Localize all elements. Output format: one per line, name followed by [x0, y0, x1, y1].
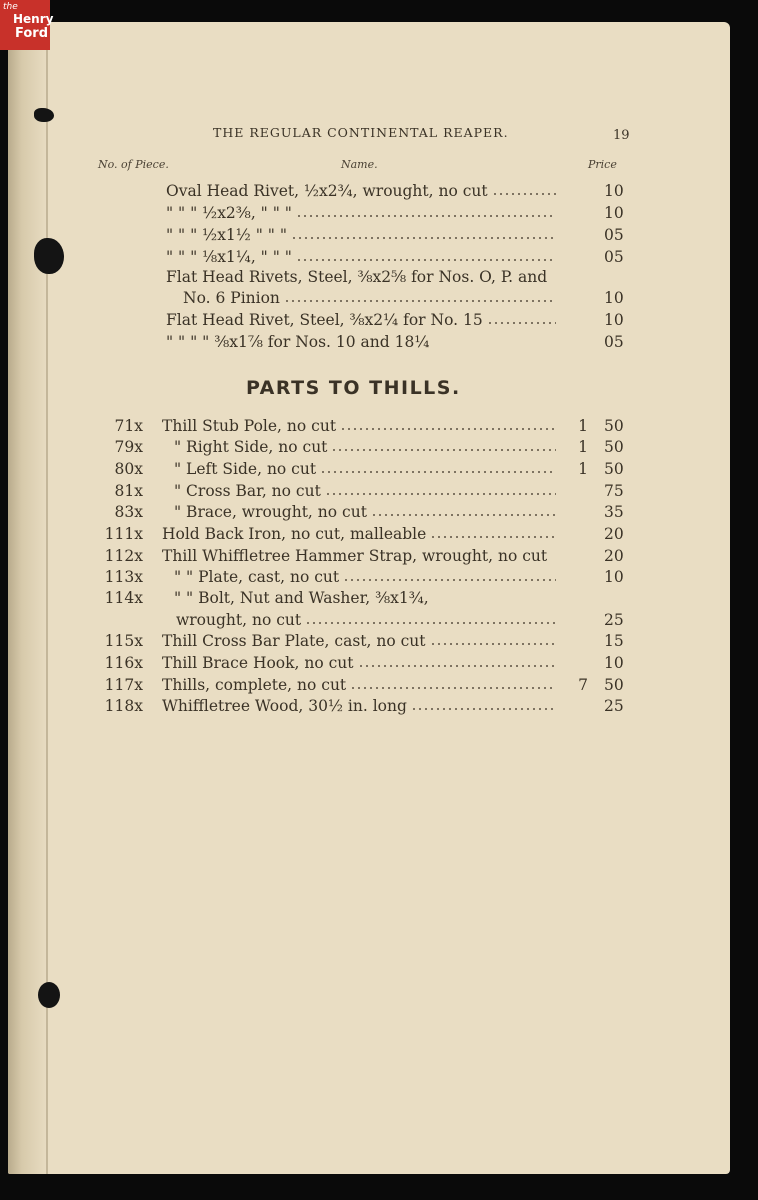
piece-number: 80x	[114, 460, 143, 478]
list-item	[98, 697, 728, 717]
list-item	[98, 289, 728, 309]
price-cents: 05	[604, 226, 624, 244]
piece-number: 79x	[114, 438, 143, 456]
list-item	[98, 438, 728, 458]
piece-number: 83x	[114, 503, 143, 521]
list-item	[98, 482, 728, 502]
piece-number: 118x	[104, 697, 143, 715]
price-cents: 10	[604, 182, 624, 200]
part-name: Oval Head Rivet, ½x2¾, wrought, no cut	[166, 182, 488, 200]
part-name: Whiffletree Wood, 30½ in. long	[162, 697, 407, 715]
part-name: " " " ½x2⅜, " " "	[166, 204, 292, 222]
price-cents: 05	[604, 248, 624, 266]
price-cents: 50	[604, 438, 624, 456]
part-name: " Left Side, no cut	[174, 460, 317, 478]
leader-dots	[492, 193, 556, 195]
piece-number: 115x	[104, 632, 143, 650]
column-header-price: Price	[588, 158, 617, 171]
piece-number: 113x	[104, 568, 143, 586]
list-item	[98, 333, 728, 353]
price-cents: 20	[604, 547, 624, 565]
list-item	[98, 525, 728, 545]
price-cents: 50	[604, 460, 624, 478]
leader-dots	[430, 643, 556, 645]
list-item	[98, 503, 728, 523]
piece-number: 116x	[104, 654, 143, 672]
price-cents: 35	[604, 503, 624, 521]
running-head: THE REGULAR CONTINENTAL REAPER.	[213, 125, 509, 140]
part-name: Flat Head Rivets, Steel, ⅜x2⅝ for Nos. O, P. and	[166, 268, 548, 286]
leader-dots	[284, 300, 556, 302]
binding-hole	[38, 982, 60, 1008]
list-item	[98, 204, 728, 224]
part-name: Thill Whiffletree Hammer Strap, wrought, no cut	[162, 547, 548, 565]
list-item	[98, 311, 728, 331]
part-name: " " Plate, cast, no cut	[174, 568, 340, 586]
leader-dots	[358, 665, 556, 667]
price-cents: 50	[604, 676, 624, 694]
price-dollars: 7	[578, 676, 588, 694]
book-page	[8, 22, 730, 1174]
price-cents: 10	[604, 204, 624, 222]
price-cents: 20	[604, 525, 624, 543]
part-name: Thill Stub Pole, no cut	[162, 417, 337, 435]
leader-dots	[320, 471, 556, 473]
leader-dots	[430, 536, 556, 538]
list-item	[98, 654, 728, 674]
price-dollars: 1	[578, 417, 588, 435]
binding-hole	[34, 238, 64, 274]
price-cents: 50	[604, 417, 624, 435]
column-header-name: Name.	[341, 158, 378, 171]
list-item	[98, 547, 728, 567]
piece-number: 111x	[104, 525, 143, 543]
list-item	[98, 268, 728, 288]
piece-number: 81x	[114, 482, 143, 500]
leader-dots	[296, 215, 556, 217]
column-header-number: No. of Piece.	[98, 158, 169, 171]
list-item	[98, 611, 728, 631]
part-name: Hold Back Iron, no cut, malleable	[162, 525, 427, 543]
price-cents: 25	[604, 697, 624, 715]
part-name: " " " ⅛x1¼, " " "	[166, 248, 292, 266]
list-item	[98, 589, 728, 609]
price-cents: 10	[604, 654, 624, 672]
list-item	[98, 248, 728, 268]
part-name: Thill Cross Bar Plate, cast, no cut	[162, 632, 426, 650]
part-name: Thills, complete, no cut	[162, 676, 347, 694]
price-cents: 10	[604, 289, 624, 307]
price-dollars: 1	[578, 460, 588, 478]
part-name: Flat Head Rivet, Steel, ⅜x2¼ for No. 15	[166, 311, 483, 329]
leader-dots	[350, 687, 556, 689]
price-cents: 25	[604, 611, 624, 629]
leader-dots	[331, 449, 556, 451]
leader-dots	[340, 428, 556, 430]
leader-dots	[296, 259, 556, 261]
list-item	[98, 417, 728, 437]
section-title: PARTS TO THILLS.	[246, 377, 461, 399]
list-item	[98, 460, 728, 480]
henry-ford-logo: the Henry Ford	[0, 0, 50, 50]
price-cents: 10	[604, 568, 624, 586]
leader-dots	[487, 322, 556, 324]
part-name: No. 6 Pinion	[183, 289, 280, 307]
part-name: Thill Brace Hook, no cut	[162, 654, 354, 672]
leader-dots	[411, 708, 556, 710]
part-name: " Brace, wrought, no cut	[174, 503, 367, 521]
list-item	[98, 226, 728, 246]
binding-hole	[34, 108, 54, 122]
leader-dots	[371, 514, 556, 516]
piece-number: 114x	[104, 589, 143, 607]
part-name: " " Bolt, Nut and Washer, ⅜x1¾,	[174, 589, 429, 607]
list-item	[98, 676, 728, 696]
piece-number: 117x	[104, 676, 143, 694]
list-item	[98, 182, 728, 202]
price-cents: 75	[604, 482, 624, 500]
piece-number: 71x	[114, 417, 143, 435]
part-name: " " " " ⅜x1⅞ for Nos. 10 and 18¼	[166, 333, 430, 351]
price-cents: 10	[604, 311, 624, 329]
price-dollars: 1	[578, 438, 588, 456]
part-name: " Right Side, no cut	[174, 438, 328, 456]
leader-dots	[291, 237, 556, 239]
part-name: wrought, no cut	[176, 611, 302, 629]
leader-dots	[305, 622, 556, 624]
price-cents: 05	[604, 333, 624, 351]
price-cents: 15	[604, 632, 624, 650]
part-name: " Cross Bar, no cut	[174, 482, 321, 500]
leader-dots	[325, 493, 556, 495]
list-item	[98, 568, 728, 588]
list-item	[98, 632, 728, 652]
leader-dots	[343, 579, 556, 581]
piece-number: 112x	[104, 547, 143, 565]
page-number: 19	[613, 128, 630, 143]
part-name: " " " ½x1½ " " "	[166, 226, 287, 244]
